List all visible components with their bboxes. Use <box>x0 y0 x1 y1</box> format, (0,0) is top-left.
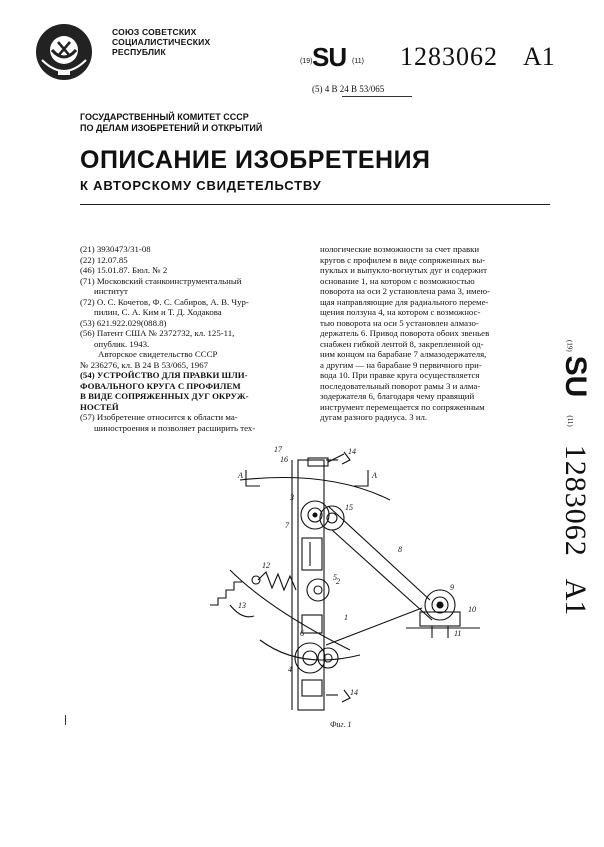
bibliographic-data <box>80 244 305 433</box>
figure-label: 2 <box>336 577 340 586</box>
figure-label: 14 <box>350 688 358 697</box>
figure-label: 9 <box>450 583 454 592</box>
side-patent-label <box>548 340 592 700</box>
organization-name: СОЮЗ СОВЕТСКИХ СОЦИАЛИСТИЧЕСКИХ РЕСПУБЛИК <box>112 27 211 57</box>
figure-label: 4 <box>288 665 292 674</box>
figure-label: 1 <box>344 613 348 622</box>
header-divider <box>80 204 550 205</box>
code-11: (11) <box>352 58 364 65</box>
biblio-line: В ВИДЕ СОПРЯЖЕННЫХ ДУГ ОКРУЖ- <box>80 391 249 401</box>
biblio-line: (54) УСТРОЙСТВО ДЛЯ ПРАВКИ ШЛИ- <box>80 370 248 380</box>
biblio-line: (56) Патент США № 2372732, кл. 125-11, <box>80 328 235 338</box>
side-code-11: (11) <box>565 415 574 427</box>
figure-label: 7 <box>285 521 289 530</box>
patent-number: 1283062 <box>400 42 498 71</box>
figure-label: 10 <box>468 605 476 614</box>
abstract-line: последовательный поворот рамы 3 и алма- <box>320 380 481 391</box>
biblio-line: НОСТЕЙ <box>80 401 119 412</box>
figure-label: 14 <box>348 447 356 456</box>
figure-label: 17 <box>274 445 282 454</box>
ussr-emblem-icon <box>32 20 96 84</box>
abstract-line: тью поворота на оси 5 установлен алмазо- <box>320 317 479 328</box>
abstract-line: кругов с профилем в виде сопряженных вы- <box>320 254 486 265</box>
abstract-line: основание 1, на котором с возможностью <box>320 275 475 286</box>
abstract-line: щения ползуна 4, на котором с возможнос- <box>320 307 481 317</box>
abstract-line: инструмент перемещается по сопряженным <box>320 401 485 412</box>
side-code-19: (19) <box>565 340 574 352</box>
biblio-line: (72) О. С. Кочетов, Ф. С. Сабиров, А. В. Чур- <box>80 296 249 307</box>
biblio-line: (71) Московский станкоинструментальный <box>80 275 242 286</box>
biblio-line: (53) 621.922.029(088.8) <box>80 317 167 328</box>
biblio-line: № 236276, кл. В 24 В 53/065, 1967 <box>80 359 209 370</box>
state-committee: ГОСУДАРСТВЕННЫЙ КОМИТЕТ СССР ПО ДЕЛАМ ИЗОБРЕТЕНИЙ И ОТКРЫТИЙ <box>80 112 263 133</box>
side-country-code: SU <box>559 355 592 398</box>
abstract-line: держатель 6. Привод поворота обоих звеньев <box>320 328 490 338</box>
figure-label: 5 <box>333 573 337 582</box>
biblio-line: ФОВАЛЬНОГО КРУГА С ПРОФИЛЕМ <box>80 380 241 391</box>
biblio-line: (21) 3930473/31-08 <box>80 244 151 254</box>
biblio-line: институт <box>94 286 128 296</box>
abstract-line: нологические возможности за счет правки <box>320 244 480 254</box>
ipc-classification: (5) 4 В 24 В 53/065 <box>312 84 385 94</box>
abstract-line: щая направляющие для радиального переме- <box>320 296 489 307</box>
figure-label: 16 <box>280 455 288 464</box>
abstract-line: поворота на оси 2 установлена рама 3, имею- <box>320 286 490 296</box>
code-19: (19) <box>300 58 313 65</box>
abstract-line: зодержателя 6, благодаря чему правящий <box>320 391 475 401</box>
figure-label: 12 <box>262 561 270 570</box>
technical-drawing <box>150 440 530 740</box>
figure-label: 11 <box>454 629 462 638</box>
figure-label: 13 <box>238 601 246 610</box>
document-subtitle: К АВТОРСКОМУ СВИДЕТЕЛЬСТВУ <box>80 178 322 193</box>
biblio-line: опублик. 1943. <box>94 338 150 349</box>
abstract-line: снабжен гибкой лентой 8, закрепленной од- <box>320 338 484 349</box>
country-code: SU <box>312 42 347 72</box>
figure-label: A <box>238 471 243 480</box>
ipc-underline <box>342 96 412 97</box>
biblio-line: (57) Изобретение относится к области ма- <box>80 412 238 422</box>
abstract-line: вода 10. При правке круга осуществляется <box>320 370 480 380</box>
figure-label: 8 <box>398 545 402 554</box>
figure-label: A <box>372 471 377 480</box>
abstract-line: ним концом на барабане 7 алмазодержателя, <box>320 349 487 359</box>
abstract-text <box>320 244 548 423</box>
biblio-line: Авторское свидетельство СССР <box>98 349 218 359</box>
biblio-line: (46) 15.01.87. Бюл. № 2 <box>80 265 168 275</box>
side-patent-number: 1283062 <box>559 444 592 557</box>
abstract-line: пуклых и выпукло-вогнутых дуг и содержит <box>320 265 487 275</box>
biblio-line: пилин, С. А. Ким и Т. Д. Ходакова <box>94 307 222 317</box>
abstract-line: а другим — на барабане 9 первичного при- <box>320 359 482 370</box>
figure-label: 15 <box>345 503 353 512</box>
abstract-line: дугам разного радиуса. 3 ил. <box>320 412 428 422</box>
document-title: ОПИСАНИЕ ИЗОБРЕТЕНИЯ <box>80 146 431 174</box>
figure-label: 6 <box>300 629 304 638</box>
kind-code: A1 <box>523 42 555 71</box>
biblio-line: шиностроения и позволяет расширить тех- <box>94 422 256 433</box>
biblio-line: (22) 12.07.85 <box>80 254 128 265</box>
figure-label: 3 <box>290 493 294 502</box>
margin-mark <box>65 715 66 725</box>
side-kind-code: A1 <box>559 578 592 616</box>
figure-caption: Фиг. 1 <box>330 720 352 729</box>
